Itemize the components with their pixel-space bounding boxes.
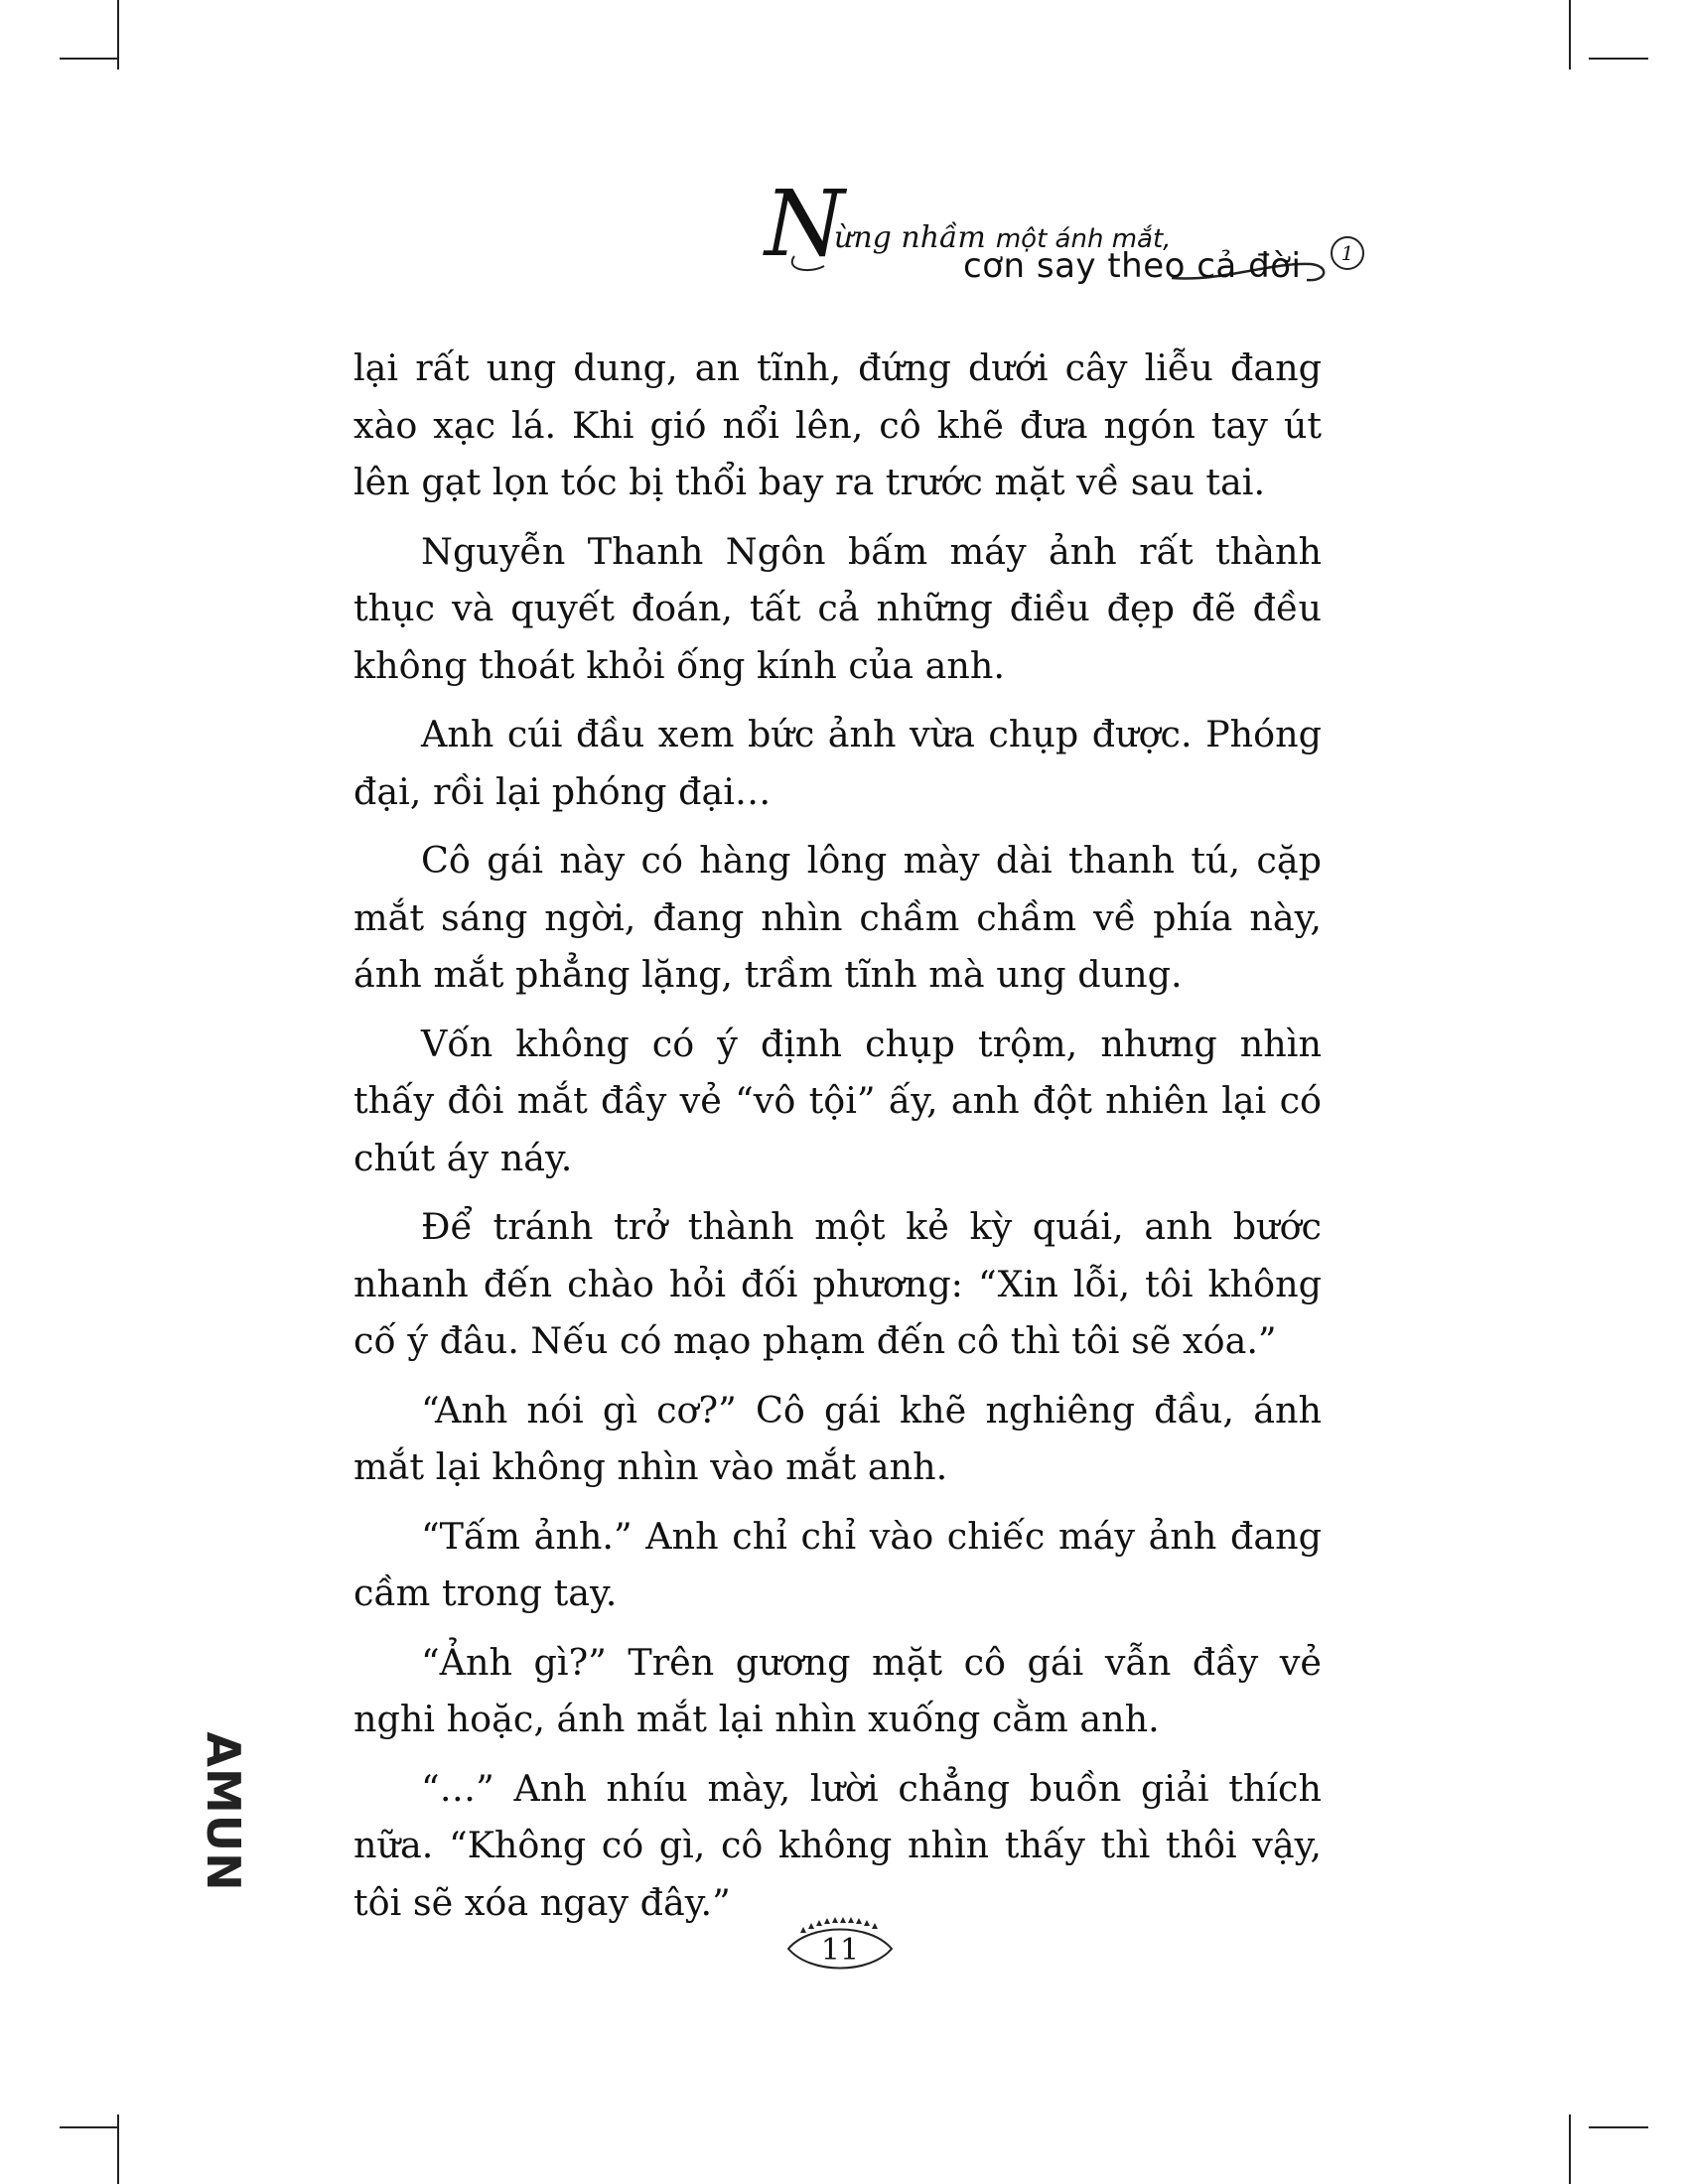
paragraph: “Anh nói gì cơ?” Cô gái khẽ nghiêng đầu, ánh mắt lại không nhìn vào mắt anh. bbox=[353, 1388, 1322, 1488]
paragraph: Để tránh trở thành một kẻ kỳ quái, anh bước nhanh đến chào hỏi đối phương: “Xin lỗi, tôi không cố ý đâu. Nếu có mạo phạm đến cô thì tôi sẽ xóa.” bbox=[353, 1205, 1322, 1362]
crop-mark-bottom-left bbox=[117, 2115, 119, 2184]
header-title-line2: cơn say theo cả đời bbox=[963, 246, 1302, 286]
crop-mark-top-right-h bbox=[1589, 58, 1648, 60]
paragraph: Vốn không có ý định chụp trộm, nhưng nhìn thấy đôi mắt đầy vẻ “vô tội” ấy, anh đột nhiên lại có chút áy náy. bbox=[353, 1022, 1322, 1179]
paragraph: Nguyễn Thanh Ngôn bấm máy ảnh rất thành thục và quyết đoán, tất cả những điều đẹp đẽ đều không thoát khỏi ống kính của anh. bbox=[353, 529, 1322, 687]
publisher-logo-text: AMUN bbox=[197, 1731, 250, 1892]
body-text bbox=[353, 340, 1322, 1943]
paragraph: “Tấm ảnh.” Anh chỉ chỉ vào chiếc máy ảnh đang cầm trong tay. bbox=[353, 1514, 1322, 1614]
running-header bbox=[755, 171, 1390, 318]
paragraph: “…” Anh nhíu mày, lười chẳng buồn giải thích nữa. “Không có gì, cô không nhìn thấy thì thôi vậy, tôi sẽ xóa ngay đây.” bbox=[353, 1766, 1322, 1924]
header-title-script: ừng nhầm bbox=[834, 220, 986, 255]
crop-mark-bottom-right-h bbox=[1589, 2126, 1648, 2128]
page-number bbox=[780, 1911, 900, 1982]
crop-mark-top-right bbox=[1569, 0, 1571, 69]
header-title-small: một ánh mắt, bbox=[995, 224, 1172, 254]
page-number-text: 11 bbox=[820, 1933, 860, 1968]
header-initial-letter: N bbox=[765, 171, 845, 277]
paragraph: Anh cúi đầu xem bức ảnh vừa chụp được. Phóng đại, rồi lại phóng đại… bbox=[353, 713, 1322, 813]
paragraph: lại rất ung dung, an tĩnh, đứng dưới cây liễu đang xào xạc lá. Khi gió nổi lên, cô khẽ đưa ngón tay út lên gạt lọn tóc bị thổi bay ra trước mặt về sau tai. bbox=[353, 346, 1322, 503]
crop-mark-bottom-left-h bbox=[60, 2126, 119, 2128]
paragraph: “Ảnh gì?” Trên gương mặt cô gái vẫn đầy vẻ nghi hoặc, ánh mắt lại nhìn xuống cằm anh. bbox=[353, 1640, 1322, 1740]
publisher-logo bbox=[179, 1732, 268, 1891]
paragraph: Cô gái này có hàng lông mày dài thanh tú, cặp mắt sáng ngời, đang nhìn chầm chầm về phía này, ánh mắt phẳng lặng, trầm tĩnh mà ung dung. bbox=[353, 839, 1322, 996]
crop-mark-top-left-h bbox=[60, 58, 119, 60]
volume-number-badge: 1 bbox=[1331, 236, 1364, 270]
crop-mark-bottom-right bbox=[1569, 2115, 1571, 2184]
